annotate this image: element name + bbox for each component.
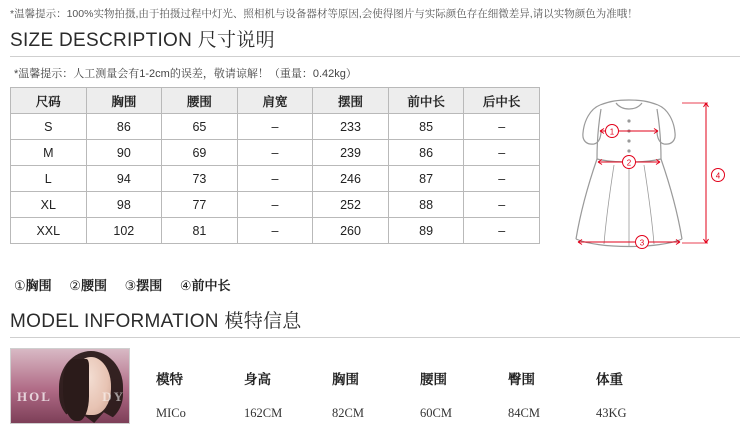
model-field-label: 身高: [244, 372, 271, 387]
size-content-row: [0, 87, 750, 267]
model-field-value: 84CM: [508, 406, 540, 420]
cell-waist: 81: [162, 218, 238, 244]
model-field-label: 模特: [156, 372, 183, 387]
legend-label-1: 胸围: [25, 278, 52, 293]
col-header-back-length: 后中长: [464, 88, 540, 114]
col-header-shoulder: 肩宽: [237, 88, 313, 114]
measurement-legend: [0, 267, 750, 294]
cell-bust: 90: [86, 140, 162, 166]
model-field-name: [156, 368, 244, 421]
svg-text:4: 4: [715, 171, 721, 181]
table-row: [11, 166, 540, 192]
cell-front-length: 87: [388, 166, 464, 192]
size-description-title: SIZE DESCRIPTION 尺寸说明: [10, 30, 275, 51]
legend-item-front-length: [180, 278, 231, 293]
cell-waist: 69: [162, 140, 238, 166]
col-header-size: 尺码: [11, 88, 87, 114]
model-content-row: [0, 338, 750, 424]
model-fields: [156, 368, 740, 421]
model-field-value: 60CM: [420, 406, 452, 420]
cell-hem: 252: [313, 192, 389, 218]
model-field-height: [244, 368, 332, 421]
cell-size: XL: [11, 192, 87, 218]
dress-outline-svg: [554, 87, 734, 267]
watermark-right-text: DY: [102, 389, 125, 404]
legend-label-3: 摆围: [136, 278, 163, 293]
cell-hem: 246: [313, 166, 389, 192]
model-hair-front-shape: [63, 359, 89, 421]
legend-item-hem: [125, 278, 163, 293]
model-field-label: 胸围: [332, 372, 359, 387]
table-row: [11, 114, 540, 140]
cell-waist: 77: [162, 192, 238, 218]
cell-size: M: [11, 140, 87, 166]
legend-label-2: 腰围: [80, 278, 107, 293]
table-header-row: [11, 88, 540, 114]
col-header-bust: 胸围: [86, 88, 162, 114]
cell-front-length: 85: [388, 114, 464, 140]
model-field-label: 腰围: [420, 372, 447, 387]
cell-bust: 86: [86, 114, 162, 140]
cell-size: S: [11, 114, 87, 140]
garment-measurement-diagram: [554, 87, 734, 267]
watermark-left-text: HOL: [17, 389, 52, 404]
svg-text:1: 1: [609, 127, 615, 137]
table-row: [11, 140, 540, 166]
model-field-label: 体重: [596, 372, 623, 387]
cell-hem: 239: [313, 140, 389, 166]
cell-front-length: 89: [388, 218, 464, 244]
table-row: [11, 218, 540, 244]
cell-bust: 94: [86, 166, 162, 192]
model-field-waist: [420, 368, 508, 421]
cell-waist: 73: [162, 166, 238, 192]
svg-text:3: 3: [639, 238, 645, 248]
cell-shoulder: –: [237, 114, 313, 140]
model-field-label: 臀围: [508, 372, 535, 387]
model-field-weight: [596, 368, 684, 421]
legend-label-4: 前中长: [191, 278, 231, 293]
col-header-hem: 摆围: [313, 88, 389, 114]
model-field-value: 43KG: [596, 406, 627, 420]
cell-shoulder: –: [237, 166, 313, 192]
legend-num-2: ②: [69, 278, 81, 293]
legend-item-waist: [69, 278, 107, 293]
cell-back-length: –: [464, 114, 540, 140]
model-field-value: MICo: [156, 406, 186, 420]
col-header-waist: 腰围: [162, 88, 238, 114]
legend-item-bust: [14, 278, 52, 293]
cell-shoulder: –: [237, 192, 313, 218]
cell-shoulder: –: [237, 140, 313, 166]
size-table: [10, 87, 540, 244]
model-photo: [10, 348, 130, 424]
model-field-bust: [332, 368, 420, 421]
cell-hem: 233: [313, 114, 389, 140]
cell-waist: 65: [162, 114, 238, 140]
cell-size: L: [11, 166, 87, 192]
cell-back-length: –: [464, 218, 540, 244]
cell-back-length: –: [464, 192, 540, 218]
photo-disclaimer-note: *温馨提示：100%实物拍摄,由于拍摄过程中灯光、照相机与设备器材等原因,会使得图片与实际颜色存在细微差异,请以实物颜色为准哦！: [10, 8, 638, 20]
col-header-front-length: 前中长: [388, 88, 464, 114]
legend-num-1: ①: [14, 278, 26, 293]
cell-back-length: –: [464, 166, 540, 192]
measurement-tolerance-note: *温馨提示：人工测量会有1-2cm的误差，敬请谅解！（重量：0.42kg）: [14, 68, 357, 80]
model-field-hip: [508, 368, 596, 421]
model-field-value: 82CM: [332, 406, 364, 420]
cell-size: XXL: [11, 218, 87, 244]
legend-num-3: ③: [124, 278, 137, 293]
model-field-value: 162CM: [244, 406, 283, 420]
cell-shoulder: –: [237, 218, 313, 244]
cell-hem: 260: [313, 218, 389, 244]
cell-back-length: –: [464, 140, 540, 166]
model-information-title: MODEL INFORMATION 模特信息: [10, 311, 302, 332]
legend-num-4: ④: [179, 278, 192, 293]
svg-text:2: 2: [626, 158, 632, 168]
table-row: [11, 192, 540, 218]
cell-bust: 98: [86, 192, 162, 218]
cell-bust: 102: [86, 218, 162, 244]
cell-front-length: 86: [388, 140, 464, 166]
cell-front-length: 88: [388, 192, 464, 218]
